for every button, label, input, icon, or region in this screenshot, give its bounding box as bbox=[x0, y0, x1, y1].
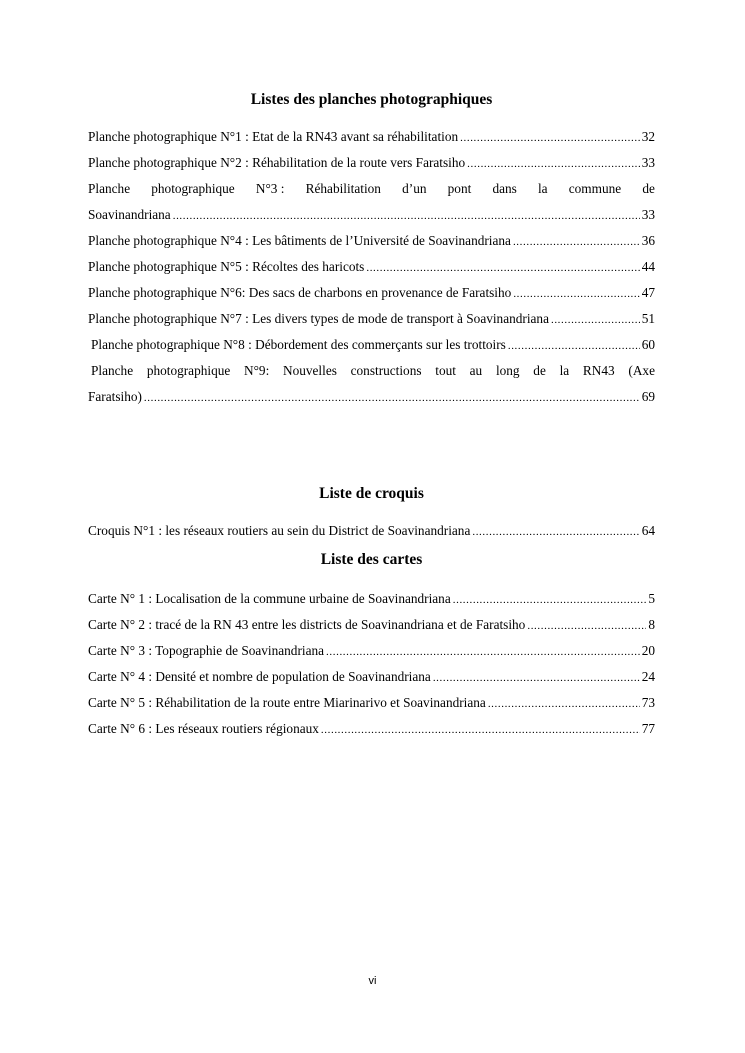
toc-entry: Planche photographique N°8 : Débordement des commerçants sur les trottoirs ..... 60 bbox=[88, 332, 655, 358]
toc-entry: Carte N° 6 : Les réseaux routiers régionaux ..... 77 bbox=[88, 716, 655, 742]
toc-entry-justified: Planche photographique N°9: Nouvelles constructions tout au long de la RN43 (Axe bbox=[91, 363, 655, 378]
cartes-list bbox=[88, 586, 655, 742]
toc-entry: Planche photographique N°1 : Etat de la RN43 avant sa réhabilitation ..... 32 bbox=[88, 124, 655, 150]
toc-entry: Planche photographique N°5 : Récoltes des haricots ..... 44 bbox=[88, 254, 655, 280]
planches-list bbox=[88, 124, 655, 410]
toc-entry: Planche photographique N°2 : Réhabilitation de la route vers Faratsiho ..... 33 bbox=[88, 150, 655, 176]
toc-entry-continuation: Soavinandriana ..... 33 bbox=[88, 202, 655, 228]
toc-entry: Carte N° 2 : tracé de la RN 43 entre les districts de Soavinandriana et de Faratsiho ..... 8 bbox=[88, 612, 655, 638]
cartes-heading: Liste des cartes bbox=[320, 551, 423, 568]
croquis-heading: Liste de croquis bbox=[319, 485, 424, 502]
planches-heading: Listes des planches photographiques bbox=[250, 91, 493, 108]
toc-entry: Planche photographique N°4 : Les bâtiments de l’Université de Soavinandriana ..... 36 bbox=[88, 228, 655, 254]
toc-entry: Carte N° 1 : Localisation de la commune urbaine de Soavinandriana ..... 5 bbox=[88, 586, 655, 612]
toc-entry-justified: Planche photographique N°3 : Réhabilitation d’un pont dans la commune de bbox=[88, 181, 655, 196]
croquis-list bbox=[88, 518, 655, 544]
toc-entry-continuation: Faratsiho) ..... 69 bbox=[88, 384, 655, 410]
toc-entry: Planche photographique N°6: Des sacs de charbons en provenance de Faratsiho ..... 47 bbox=[88, 280, 655, 306]
toc-entry: Carte N° 5 : Réhabilitation de la route entre Miarinarivo et Soavinandriana ..... 73 bbox=[88, 690, 655, 716]
toc-entry: Carte N° 3 : Topographie de Soavinandriana ..... 20 bbox=[88, 638, 655, 664]
toc-entry: Croquis N°1 : les réseaux routiers au sein du District de Soavinandriana ..... 64 bbox=[88, 518, 655, 544]
toc-entry: Planche photographique N°7 : Les divers types de mode de transport à Soavinandriana ..... 51 bbox=[88, 306, 655, 332]
toc-entry: Carte N° 4 : Densité et nombre de population de Soavinandriana ..... 24 bbox=[88, 664, 655, 690]
page-number: vi bbox=[368, 975, 377, 987]
